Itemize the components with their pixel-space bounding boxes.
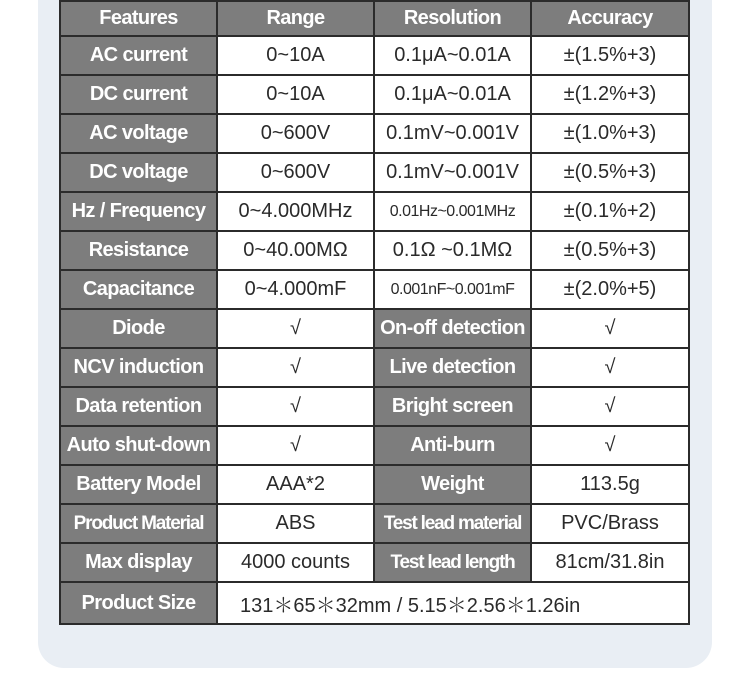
- resolution-value: 0.01Hz~0.001MHz: [374, 192, 531, 231]
- spec-label: Battery Model: [60, 465, 217, 504]
- accuracy-value: ±(2.0%+5): [531, 270, 689, 309]
- resolution-value: 0.1Ω ~0.1MΩ: [374, 231, 531, 270]
- table-row: [60, 504, 689, 543]
- spec-value: ABS: [217, 504, 374, 543]
- range-value: 0~4.000MHz: [217, 192, 374, 231]
- check-mark: √: [531, 387, 689, 426]
- spec-label: Auto shut-down: [60, 426, 217, 465]
- check-mark: √: [217, 309, 374, 348]
- table-row: [60, 114, 689, 153]
- spec-label: On-off detection: [374, 309, 531, 348]
- feature-label: AC current: [60, 36, 217, 75]
- resolution-value: 0.1μA~0.01A: [374, 36, 531, 75]
- spec-label: Data retention: [60, 387, 217, 426]
- header-range: Range: [217, 1, 374, 36]
- spec-value: PVC/Brass: [531, 504, 689, 543]
- table-row: [60, 387, 689, 426]
- spec-label: Weight: [374, 465, 531, 504]
- table-row: [60, 75, 689, 114]
- header-accuracy: Accuracy: [531, 1, 689, 36]
- spec-label: Live detection: [374, 348, 531, 387]
- accuracy-value: ±(1.2%+3): [531, 75, 689, 114]
- range-value: 0~10A: [217, 36, 374, 75]
- table-row: [60, 192, 689, 231]
- resolution-value: 0.1μA~0.01A: [374, 75, 531, 114]
- accuracy-value: ±(0.5%+3): [531, 153, 689, 192]
- range-value: 0~4.000mF: [217, 270, 374, 309]
- spec-value: 81cm/31.8in: [531, 543, 689, 582]
- check-mark: √: [531, 348, 689, 387]
- feature-label: Hz / Frequency: [60, 192, 217, 231]
- accuracy-value: ±(1.5%+3): [531, 36, 689, 75]
- table-row: [60, 270, 689, 309]
- table-row: [60, 465, 689, 504]
- resolution-value: 0.1mV~0.001V: [374, 114, 531, 153]
- spec-label: Anti-burn: [374, 426, 531, 465]
- table-row: [60, 426, 689, 465]
- table-row: [60, 309, 689, 348]
- table-row: [60, 543, 689, 582]
- spec-label: Test lead material: [374, 504, 531, 543]
- check-mark: √: [217, 348, 374, 387]
- spec-label: Test lead length: [374, 543, 531, 582]
- spec-value: 113.5g: [531, 465, 689, 504]
- spec-label: Max display: [60, 543, 217, 582]
- resolution-value: 0.1mV~0.001V: [374, 153, 531, 192]
- feature-label: AC voltage: [60, 114, 217, 153]
- spec-table: [59, 0, 690, 625]
- feature-label: DC current: [60, 75, 217, 114]
- product-size-row: [60, 582, 689, 624]
- feature-label: Capacitance: [60, 270, 217, 309]
- check-mark: √: [531, 426, 689, 465]
- resolution-value: 0.001nF~0.001mF: [374, 270, 531, 309]
- product-size-label: Product Size: [60, 582, 217, 624]
- accuracy-value: ±(1.0%+3): [531, 114, 689, 153]
- check-mark: √: [217, 387, 374, 426]
- table-row: [60, 231, 689, 270]
- range-value: 0~40.00MΩ: [217, 231, 374, 270]
- spec-label: Diode: [60, 309, 217, 348]
- range-value: 0~10A: [217, 75, 374, 114]
- product-size-value: 131＊65＊32mm / 5.15＊2.56＊1.26in: [217, 582, 689, 624]
- range-value: 0~600V: [217, 114, 374, 153]
- accuracy-value: ±(0.5%+3): [531, 231, 689, 270]
- table-row: [60, 153, 689, 192]
- table-row: [60, 348, 689, 387]
- range-value: 0~600V: [217, 153, 374, 192]
- accuracy-value: ±(0.1%+2): [531, 192, 689, 231]
- table-row: [60, 36, 689, 75]
- spec-value: AAA*2: [217, 465, 374, 504]
- spec-label: NCV induction: [60, 348, 217, 387]
- check-mark: √: [531, 309, 689, 348]
- spec-label: Product Material: [60, 504, 217, 543]
- spec-value: 4000 counts: [217, 543, 374, 582]
- header-row: [60, 1, 689, 36]
- header-features: Features: [60, 1, 217, 36]
- feature-label: DC voltage: [60, 153, 217, 192]
- check-mark: √: [217, 426, 374, 465]
- feature-label: Resistance: [60, 231, 217, 270]
- spec-label: Bright screen: [374, 387, 531, 426]
- header-resolution: Resolution: [374, 1, 531, 36]
